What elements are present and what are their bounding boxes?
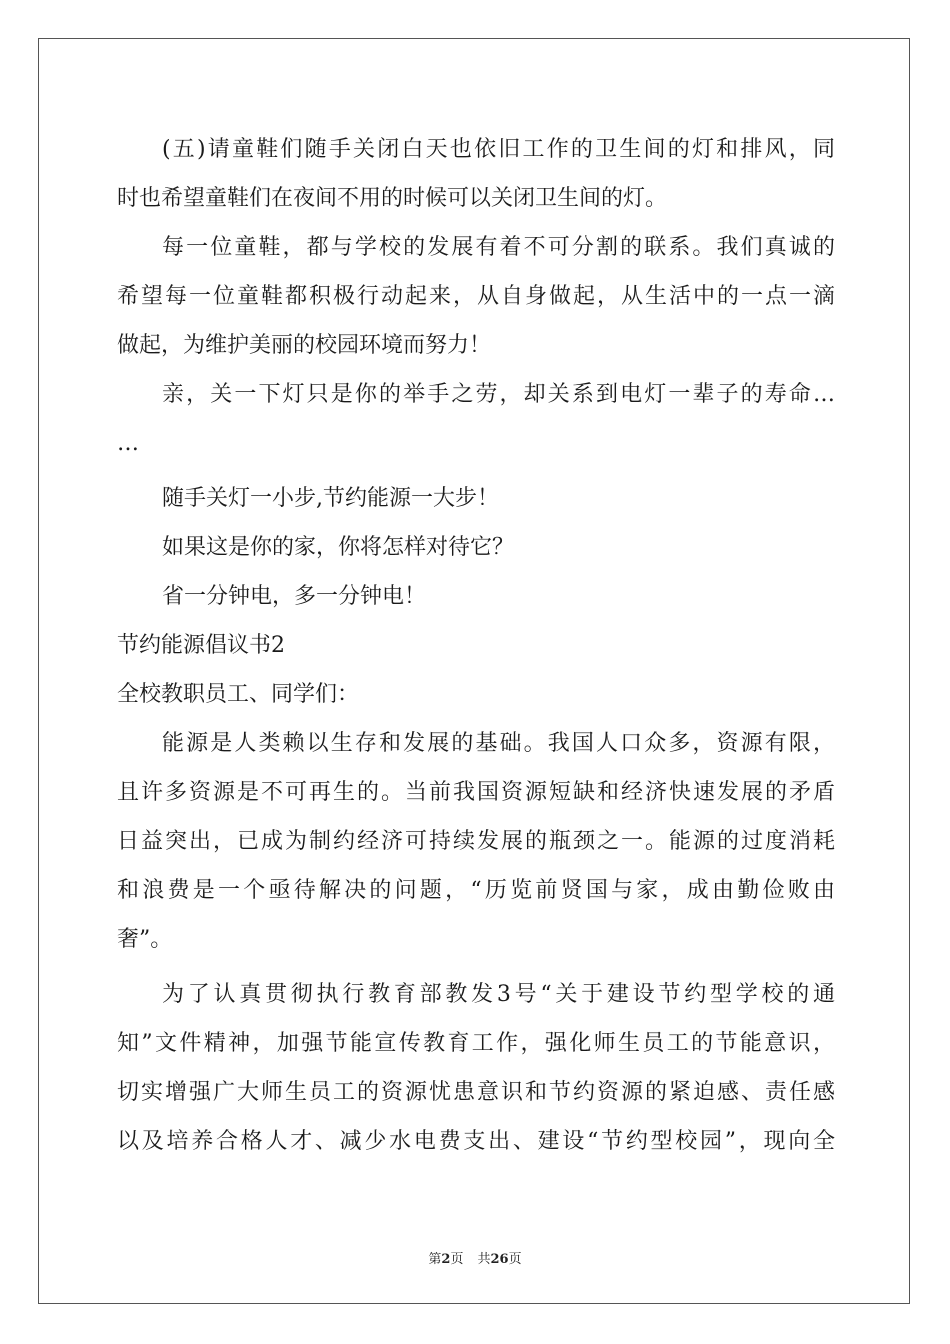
paragraph-line: 希望每一位童鞋都积极行动起来，从自身做起，从生活中的一点一滴 [117, 284, 835, 309]
paragraph-line: 切实增强广大师生员工的资源忧患意识和节约资源的紧迫感、责任感 [117, 1080, 835, 1105]
paragraph-line: 且许多资源是不可再生的。当前我国资源短缺和经济快速发展的矛盾 [117, 780, 835, 805]
salutation: 全校教职员工、同学们： [117, 682, 360, 707]
page-prefix: 第 [428, 1252, 442, 1267]
paragraph-line: 亲，关一下灯只是你的举手之劳，却关系到电灯一辈子的寿命… [162, 382, 835, 407]
paragraph-line: 省一分钟电，多一分钟电！ [162, 584, 427, 609]
total-prefix: 共 [477, 1252, 491, 1267]
paragraph-line: 每一位童鞋，都与学校的发展有着不可分割的联系。我们真诚的 [162, 235, 835, 260]
paragraph-line: 和浪费是一个亟待解决的问题，“历览前贤国与家，成由勤俭败由 [117, 878, 835, 903]
paragraph-line: 以及培养合格人才、减少水电费支出、建设“节约型校园”，现向全 [117, 1129, 835, 1154]
paragraph-line: 能源是人类赖以生存和发展的基础。我国人口众多，资源有限， [162, 731, 835, 756]
total-pages: 26 [490, 1252, 509, 1267]
section-title: 节约能源倡议书2 [117, 633, 285, 658]
paragraph-line: 为了认真贯彻执行教育部教发3号“关于建设节约型学校的通 [162, 982, 835, 1007]
paragraph-line: 知”文件精神，加强节能宣传教育工作，强化师生员工的节能意识， [117, 1031, 835, 1056]
paragraph-line: 如果这是你的家，你将怎样对待它？ [162, 535, 515, 560]
document-body [117, 125, 835, 1166]
paragraph-line: 时也希望童鞋们在夜间不用的时候可以关闭卫生间的灯。 [117, 186, 668, 211]
paragraph-line: 日益突出，已成为制约经济可持续发展的瓶颈之一。能源的过度消耗 [117, 829, 835, 854]
page-number: 2 [441, 1252, 451, 1267]
page-footer [0, 1248, 950, 1267]
total-suffix: 页 [508, 1252, 522, 1267]
paragraph-line: 奢”。 [117, 927, 173, 952]
paragraph-line: 做起，为维护美丽的校园环境而努力！ [117, 333, 492, 358]
paragraph-line: … [117, 431, 139, 456]
paragraph-line: 随手关灯一小步,节约能源一大步！ [162, 486, 499, 511]
paragraph-line: (五)请童鞋们随手关闭白天也依旧工作的卫生间的灯和排风，同 [162, 137, 835, 162]
page-suffix: 页 [450, 1252, 464, 1267]
